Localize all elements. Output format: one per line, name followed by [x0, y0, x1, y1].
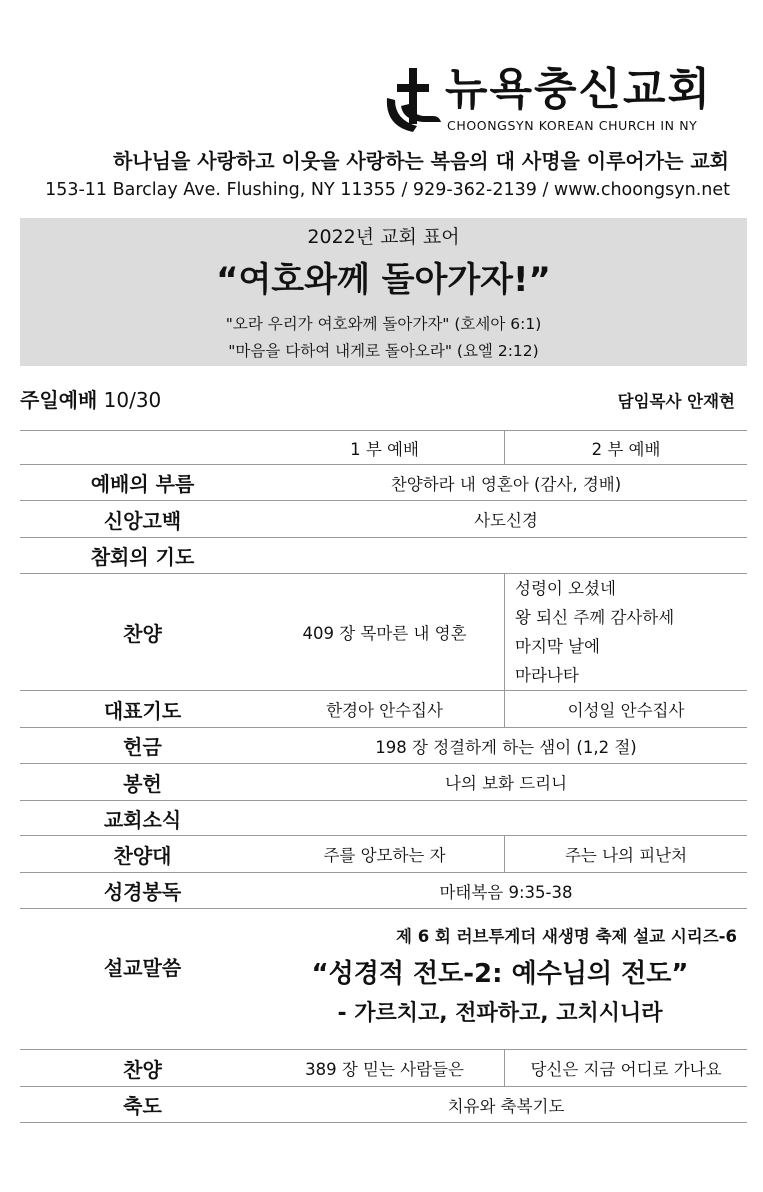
praise-label: 찬양: [123, 621, 162, 646]
creed-value: 사도신경: [474, 511, 538, 530]
motto-year: 2022년 교회 표어: [307, 226, 460, 248]
praise-song: 마지막 날에: [515, 637, 600, 656]
row-creed: [20, 500, 747, 537]
pastor-name: 담임목사 안재현: [617, 392, 735, 411]
row-offering: [20, 727, 747, 763]
dedication-value: 나의 보화 드리니: [444, 774, 568, 793]
confession-value: [265, 538, 747, 573]
motto-box: [20, 218, 747, 366]
first-service-header: 1 부 예배: [265, 431, 505, 464]
prayer-label: 대표기도: [103, 698, 182, 723]
hymn-label: 찬양: [123, 1057, 162, 1082]
choir-label: 찬양대: [113, 843, 172, 868]
sermon-series: 제 6 회 러브투게더 새생명 축제 설교 시리즈-6: [396, 927, 737, 946]
row-news: [20, 800, 747, 835]
confession-label: 참회의 기도: [90, 545, 195, 569]
dedication-label: 봉헌: [123, 771, 162, 796]
call-value: 찬양하라 내 영혼아 (감사, 경배): [390, 474, 622, 494]
motto-verse-1: "오라 우리가 여호와께 돌아가자" (호세아 6:1): [225, 315, 542, 333]
mission-statement: 하나님을 사랑하고 이웃을 사랑하는 복음의 대 사명을 이루어가는 교회: [113, 149, 729, 173]
prayer-first: 한경아 안수집사: [265, 691, 505, 727]
sermon-subtitle: - 가르치고, 전파하고, 고치시니라: [337, 1001, 663, 1026]
church-english-name: CHOONGSYN KOREAN CHURCH IN NY: [447, 118, 698, 133]
service-name: 주일예배: [20, 388, 98, 412]
second-service-header: 2 부 예배: [591, 439, 661, 459]
church-address: 153-11 Barclay Ave. Flushing, NY 11355 / 929-362-2139 / www.choongsyn.net: [45, 180, 730, 200]
news-label: 교회소식: [103, 807, 182, 832]
table-header-row: [20, 430, 747, 464]
row-scripture: [20, 872, 747, 908]
row-benediction: [20, 1086, 747, 1123]
news-value: [265, 801, 747, 835]
service-title: [20, 384, 161, 413]
sermon-title: “성경적 전도-2: 예수님의 전도”: [311, 959, 689, 989]
benediction-value: 치유와 축복기도: [447, 1096, 565, 1116]
cross-ship-logo-icon: [383, 62, 445, 134]
hymn-second: 당신은 지금 어디로 가나요: [530, 1060, 722, 1079]
row-praise: [20, 573, 747, 690]
hymn-first: 389 장 믿는 사람들은: [265, 1050, 505, 1086]
praise-song: 왕 되신 주께 감사하세: [515, 608, 675, 627]
offering-value: 198 장 정결하게 하는 샘이 (1,2 절): [375, 737, 637, 757]
row-dedication: [20, 763, 747, 800]
church-logo: [383, 62, 728, 134]
praise-song: 마라나타: [515, 666, 579, 685]
prayer-second: 이성일 안수집사: [567, 701, 685, 720]
sermon-label: 설교말씀: [103, 956, 182, 980]
choir-first: 주를 앙모하는 자: [265, 836, 505, 872]
row-hymn: [20, 1049, 747, 1086]
reading-value: 마태복음 9:35-38: [439, 882, 573, 902]
praise-second-list: [505, 574, 747, 690]
call-label: 예배의 부름: [90, 472, 195, 496]
motto-verse-2: "마음을 다하여 내게로 돌아오라" (요엘 2:12): [228, 342, 539, 360]
row-sermon: [20, 908, 747, 1049]
benediction-label: 축도: [123, 1094, 162, 1118]
worship-order-table: [20, 430, 747, 1123]
choir-second: 주는 나의 피난처: [564, 846, 688, 865]
motto-title: “여호와께 돌아가자!”: [216, 260, 551, 300]
praise-song: 성령이 오셨네: [515, 579, 616, 598]
service-header: [20, 384, 735, 414]
row-confession: [20, 537, 747, 573]
creed-label: 신앙고백: [103, 508, 182, 533]
church-name: 뉴욕충신교회: [445, 64, 713, 115]
row-prayer: [20, 690, 747, 727]
offering-label: 헌금: [123, 735, 162, 759]
praise-first: 409 장 목마른 내 영혼: [265, 574, 505, 690]
row-choir: [20, 835, 747, 872]
reading-label: 성경봉독: [103, 880, 182, 904]
row-call-to-worship: [20, 464, 747, 500]
service-date: 10/30: [103, 388, 162, 412]
